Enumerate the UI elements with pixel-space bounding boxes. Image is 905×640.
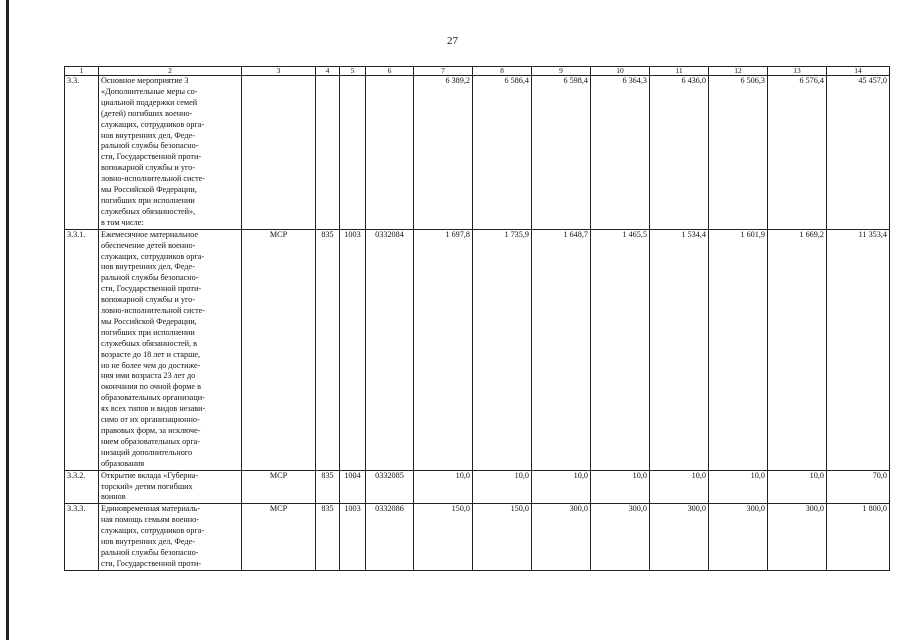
col-header: 4: [316, 67, 340, 76]
row-code: 3.3.2.: [65, 470, 99, 504]
row-value: 6 364,3: [591, 76, 650, 230]
row-section-code: 1004: [340, 470, 366, 504]
col-header: 11: [650, 67, 709, 76]
col-header: 12: [709, 67, 768, 76]
page-edge-bar: [6, 0, 9, 640]
row-code: 3.3.: [65, 76, 99, 230]
row-value: 10,0: [709, 470, 768, 504]
col-header: 6: [366, 67, 414, 76]
row-target-code: 0332084: [366, 229, 414, 470]
row-executor: [242, 76, 316, 230]
row-value: 1 601,9: [709, 229, 768, 470]
table-row: [65, 504, 890, 570]
row-value: 6 598,4: [532, 76, 591, 230]
col-header: 14: [827, 67, 890, 76]
col-header: 5: [340, 67, 366, 76]
row-value: 10,0: [650, 470, 709, 504]
row-target-code: 0332085: [366, 470, 414, 504]
col-header: 7: [414, 67, 473, 76]
row-section-code: 1003: [340, 229, 366, 470]
col-header: 10: [591, 67, 650, 76]
col-header: 2: [99, 67, 242, 76]
table-row: [65, 229, 890, 470]
row-executor: МСР: [242, 229, 316, 470]
table-row: [65, 470, 890, 504]
col-header: 8: [473, 67, 532, 76]
row-code: 3.3.3.: [65, 504, 99, 570]
row-section-code: [340, 76, 366, 230]
row-target-code: 0332086: [366, 504, 414, 570]
row-value: 10,0: [414, 470, 473, 504]
table-row: [65, 76, 890, 230]
row-total: 45 457,0: [827, 76, 890, 230]
column-numbers-row: [65, 67, 890, 76]
row-value: 1 534,4: [650, 229, 709, 470]
row-ministry-code: [316, 76, 340, 230]
row-ministry-code: 835: [316, 470, 340, 504]
row-value: 6 436,0: [650, 76, 709, 230]
row-executor: МСР: [242, 504, 316, 570]
row-value: 10,0: [532, 470, 591, 504]
row-description: Основное мероприятие 3 «Дополнительные меры со- циальной поддержки семей (детей) погибших военно- служащих, сотрудников орга- нов внутренних дел, Феде- ральной службы безопасно- сти, Государственной проти- вопожарной службы и уго- ловно-исполнительной систе- мы Российской Федерации, погибших при исполнении служебных обязанностей», в том числе:: [99, 76, 242, 230]
row-total: 1 800,0: [827, 504, 890, 570]
row-total: 70,0: [827, 470, 890, 504]
col-header: 1: [65, 67, 99, 76]
row-executor: МСР: [242, 470, 316, 504]
row-value: 1 669,2: [768, 229, 827, 470]
page-number: 27: [447, 35, 458, 47]
row-value: 1 648,7: [532, 229, 591, 470]
budget-table: [64, 66, 890, 571]
row-value: 10,0: [473, 470, 532, 504]
row-value: 1 735,9: [473, 229, 532, 470]
row-value: 1 465,5: [591, 229, 650, 470]
row-value: 6 506,3: [709, 76, 768, 230]
row-value: 6 389,2: [414, 76, 473, 230]
col-header: 3: [242, 67, 316, 76]
row-value: 1 697,8: [414, 229, 473, 470]
row-value: 150,0: [473, 504, 532, 570]
row-value: 10,0: [768, 470, 827, 504]
row-value: 10,0: [591, 470, 650, 504]
row-code: 3.3.1.: [65, 229, 99, 470]
row-value: 300,0: [650, 504, 709, 570]
row-ministry-code: 835: [316, 229, 340, 470]
row-target-code: [366, 76, 414, 230]
row-value: 150,0: [414, 504, 473, 570]
row-value: 6 586,4: [473, 76, 532, 230]
row-section-code: 1003: [340, 504, 366, 570]
row-total: 11 353,4: [827, 229, 890, 470]
row-value: 300,0: [709, 504, 768, 570]
row-description: Единовременная материаль- ная помощь семьям военно- служащих, сотрудников орга- нов внутренних дел, Феде- ральной службы безопасно- сти, Государственной проти-: [99, 504, 242, 570]
row-value: 300,0: [591, 504, 650, 570]
row-value: 6 576,4: [768, 76, 827, 230]
row-ministry-code: 835: [316, 504, 340, 570]
row-description: Ежемесячное материальное обеспечение детей военно- служащих, сотрудников орга- нов внутренних дел, Феде- ральной службы безопасно- сти, Государственной проти- вопожарной службы и уго- ловно-исполнительной систе- мы Российской Федерации, погибших при исполнении служебных обязанностей, в возрасте до 18 лет и старше, но не более чем до достиже- ния ими возраста 23 лет до окончания по очной форме в образовательных организаци- ях всех типов и видов незави- симо от их организационно- правовых форм, за исключе- нием образовательных орга- низаций дополнительного образования: [99, 229, 242, 470]
row-description: Открытие вклада «Губерна- торский» детям погибших воинов: [99, 470, 242, 504]
row-value: 300,0: [768, 504, 827, 570]
row-value: 300,0: [532, 504, 591, 570]
col-header: 13: [768, 67, 827, 76]
col-header: 9: [532, 67, 591, 76]
